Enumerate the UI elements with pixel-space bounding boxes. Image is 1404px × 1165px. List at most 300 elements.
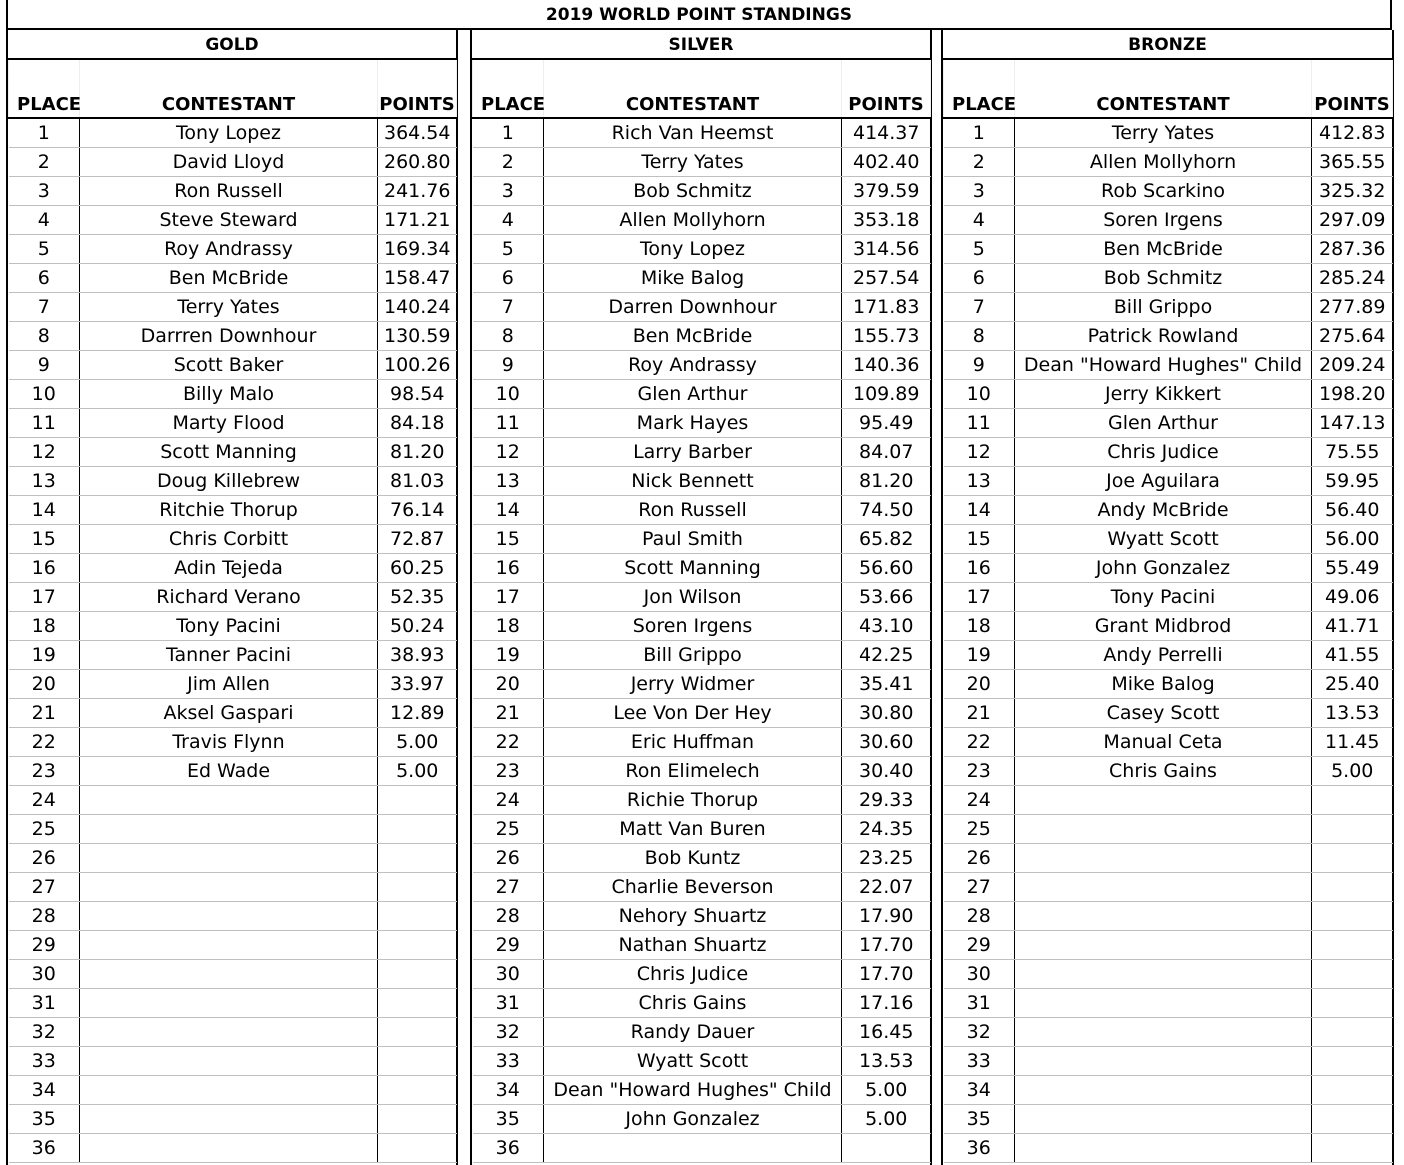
contestant-cell: Chris Gains	[1015, 756, 1312, 785]
contestant-cell: John Gonzalez	[1015, 553, 1312, 582]
points-cell: 209.24	[1312, 350, 1393, 379]
points-cell: 147.13	[1312, 408, 1393, 437]
contestant-cell: Randy Dauer	[544, 1017, 842, 1046]
place-cell: 9	[944, 350, 1015, 379]
contestant-cell: Glen Arthur	[1015, 408, 1312, 437]
table-row	[473, 263, 931, 292]
table-row	[473, 611, 931, 640]
table-row	[9, 147, 457, 176]
table-row	[473, 466, 931, 495]
points-cell: 275.64	[1312, 321, 1393, 350]
table-row	[9, 727, 457, 756]
points-cell: 24.35	[842, 814, 931, 843]
place-cell: 14	[944, 495, 1015, 524]
contestant-cell: Allen Mollyhorn	[544, 205, 842, 234]
table-row	[944, 959, 1393, 988]
points-cell: 11.45	[1312, 727, 1393, 756]
section-title-bronze: BRONZE	[943, 30, 1392, 60]
contestant-cell: Ben McBride	[80, 263, 378, 292]
place-cell: 12	[944, 437, 1015, 466]
points-cell: 43.10	[842, 611, 931, 640]
place-cell: 7	[9, 292, 80, 321]
place-cell: 23	[944, 756, 1015, 785]
contestant-cell	[80, 1017, 378, 1046]
place-cell: 36	[944, 1133, 1015, 1162]
table-row	[9, 118, 457, 147]
table-row	[473, 553, 931, 582]
contestant-cell	[1015, 1133, 1312, 1162]
points-cell	[1312, 1075, 1393, 1104]
contestant-cell	[1015, 988, 1312, 1017]
place-cell: 25	[473, 814, 544, 843]
table-row	[9, 611, 457, 640]
contestant-cell	[1015, 1017, 1312, 1046]
points-cell: 38.93	[378, 640, 457, 669]
table-row	[473, 843, 931, 872]
section-title-silver: SILVER	[472, 30, 930, 60]
contestant-cell	[80, 872, 378, 901]
table-row	[944, 988, 1393, 1017]
table-row	[9, 872, 457, 901]
table-row	[9, 756, 457, 785]
contestant-cell: Chris Judice	[544, 959, 842, 988]
contestant-cell: Bob Kuntz	[544, 843, 842, 872]
contestant-cell	[80, 1133, 378, 1162]
points-cell: 59.95	[1312, 466, 1393, 495]
points-cell: 402.40	[842, 147, 931, 176]
contestant-cell: Eric Huffman	[544, 727, 842, 756]
place-cell: 2	[944, 147, 1015, 176]
place-cell: 26	[944, 843, 1015, 872]
place-cell: 22	[473, 727, 544, 756]
points-cell	[1312, 1046, 1393, 1075]
table-row	[9, 930, 457, 959]
table-row	[944, 350, 1393, 379]
table-row	[9, 988, 457, 1017]
table-row	[473, 930, 931, 959]
contestant-cell: Casey Scott	[1015, 698, 1312, 727]
contestant-cell: Terry Yates	[544, 147, 842, 176]
table-row	[944, 698, 1393, 727]
place-cell: 4	[473, 205, 544, 234]
points-cell: 33.97	[378, 669, 457, 698]
table-row	[9, 1046, 457, 1075]
points-cell	[1312, 988, 1393, 1017]
table-row	[944, 495, 1393, 524]
place-cell: 26	[473, 843, 544, 872]
table-row	[9, 1017, 457, 1046]
points-cell: 241.76	[378, 176, 457, 205]
contestant-cell	[1015, 1075, 1312, 1104]
contestant-cell: Jerry Widmer	[544, 669, 842, 698]
contestant-cell	[80, 785, 378, 814]
contestant-cell: Mike Balog	[544, 263, 842, 292]
place-cell: 19	[9, 640, 80, 669]
table-row	[944, 408, 1393, 437]
points-cell: 98.54	[378, 379, 457, 408]
contestant-cell: Tony Pacini	[1015, 582, 1312, 611]
table-row	[944, 785, 1393, 814]
place-cell: 33	[944, 1046, 1015, 1075]
table-row	[473, 147, 931, 176]
points-cell: 17.90	[842, 901, 931, 930]
contestant-cell: Scott Manning	[544, 553, 842, 582]
contestant-cell	[1015, 959, 1312, 988]
place-cell: 1	[9, 118, 80, 147]
table-row	[473, 379, 931, 408]
points-cell: 49.06	[1312, 582, 1393, 611]
contestant-cell: Ben McBride	[1015, 234, 1312, 263]
place-cell: 25	[9, 814, 80, 843]
table-row	[473, 988, 931, 1017]
table-row	[944, 1133, 1393, 1162]
place-cell: 35	[473, 1104, 544, 1133]
place-cell: 5	[473, 234, 544, 263]
points-cell: 5.00	[378, 727, 457, 756]
contestant-cell: Dean "Howard Hughes" Child	[1015, 350, 1312, 379]
table-row	[473, 1133, 931, 1162]
contestant-cell: Wyatt Scott	[544, 1046, 842, 1075]
points-cell: 84.18	[378, 408, 457, 437]
contestant-cell: David Lloyd	[80, 147, 378, 176]
table-row	[9, 1133, 457, 1162]
contestant-cell: Scott Manning	[80, 437, 378, 466]
contestant-cell: Adin Tejeda	[80, 553, 378, 582]
points-cell: 29.33	[842, 785, 931, 814]
place-cell: 35	[9, 1104, 80, 1133]
table-row	[9, 785, 457, 814]
place-cell: 11	[473, 408, 544, 437]
silver-standings-table	[472, 60, 931, 1163]
place-cell: 10	[473, 379, 544, 408]
contestant-cell: Darrren Downhour	[80, 321, 378, 350]
contestant-cell: Ron Elimelech	[544, 756, 842, 785]
contestant-cell	[80, 1046, 378, 1075]
table-row	[473, 205, 931, 234]
contestant-cell: Ben McBride	[544, 321, 842, 350]
place-cell: 20	[9, 669, 80, 698]
points-cell: 35.41	[842, 669, 931, 698]
contestant-cell	[80, 901, 378, 930]
points-cell: 13.53	[842, 1046, 931, 1075]
points-cell: 257.54	[842, 263, 931, 292]
contestant-cell: Grant Midbrod	[1015, 611, 1312, 640]
table-row	[473, 437, 931, 466]
place-cell: 30	[944, 959, 1015, 988]
place-cell: 34	[944, 1075, 1015, 1104]
contestant-cell: Patrick Rowland	[1015, 321, 1312, 350]
table-row	[9, 176, 457, 205]
contestant-cell	[1015, 1046, 1312, 1075]
table-row	[9, 698, 457, 727]
table-row	[9, 379, 457, 408]
contestant-cell: Richard Verano	[80, 582, 378, 611]
contestant-header: CONTESTANT	[544, 60, 842, 118]
place-cell: 8	[473, 321, 544, 350]
table-row	[473, 292, 931, 321]
place-cell: 14	[9, 495, 80, 524]
table-row	[473, 321, 931, 350]
points-cell: 75.55	[1312, 437, 1393, 466]
table-row	[944, 524, 1393, 553]
contestant-cell	[1015, 814, 1312, 843]
place-cell: 11	[9, 408, 80, 437]
place-cell: 16	[944, 553, 1015, 582]
place-cell: 21	[944, 698, 1015, 727]
place-cell: 28	[9, 901, 80, 930]
points-cell: 41.55	[1312, 640, 1393, 669]
contestant-cell: Jim Allen	[80, 669, 378, 698]
place-cell: 23	[9, 756, 80, 785]
table-row	[9, 669, 457, 698]
place-cell: 34	[9, 1075, 80, 1104]
points-cell: 158.47	[378, 263, 457, 292]
points-cell: 5.00	[378, 756, 457, 785]
table-row	[473, 901, 931, 930]
table-row	[473, 1017, 931, 1046]
table-row	[9, 466, 457, 495]
points-header: POINTS	[378, 60, 457, 118]
page-title: 2019 WORLD POINT STANDINGS	[6, 0, 1392, 30]
points-cell: 287.36	[1312, 234, 1393, 263]
contestant-cell: Terry Yates	[1015, 118, 1312, 147]
points-cell: 364.54	[378, 118, 457, 147]
place-cell: 29	[944, 930, 1015, 959]
contestant-cell: Jon Wilson	[544, 582, 842, 611]
points-cell: 72.87	[378, 524, 457, 553]
contestant-cell: Tony Lopez	[544, 234, 842, 263]
points-cell: 325.32	[1312, 176, 1393, 205]
place-cell: 27	[944, 872, 1015, 901]
points-cell	[378, 872, 457, 901]
place-cell: 36	[473, 1133, 544, 1162]
contestant-cell	[1015, 901, 1312, 930]
place-cell: 27	[9, 872, 80, 901]
place-cell: 17	[473, 582, 544, 611]
place-cell: 30	[473, 959, 544, 988]
contestant-cell: Bob Schmitz	[1015, 263, 1312, 292]
points-cell: 17.70	[842, 959, 931, 988]
points-cell: 30.80	[842, 698, 931, 727]
place-cell: 15	[473, 524, 544, 553]
table-row	[944, 379, 1393, 408]
contestant-cell: Manual Ceta	[1015, 727, 1312, 756]
table-row	[944, 292, 1393, 321]
table-row	[9, 205, 457, 234]
table-row	[473, 118, 931, 147]
points-cell: 100.26	[378, 350, 457, 379]
table-row	[9, 408, 457, 437]
table-row	[9, 553, 457, 582]
points-cell: 53.66	[842, 582, 931, 611]
points-header: POINTS	[1312, 60, 1393, 118]
table-row	[944, 727, 1393, 756]
contestant-header: CONTESTANT	[80, 60, 378, 118]
points-cell	[1312, 1017, 1393, 1046]
place-cell: 20	[944, 669, 1015, 698]
table-row	[944, 901, 1393, 930]
points-cell: 76.14	[378, 495, 457, 524]
points-cell: 13.53	[1312, 698, 1393, 727]
contestant-cell: Mike Balog	[1015, 669, 1312, 698]
contestant-cell: Roy Andrassy	[80, 234, 378, 263]
table-row	[473, 756, 931, 785]
gold-standings-table	[8, 60, 457, 1163]
table-row	[9, 263, 457, 292]
contestant-cell: Chris Corbitt	[80, 524, 378, 553]
place-cell: 18	[9, 611, 80, 640]
contestant-cell: Ritchie Thorup	[80, 495, 378, 524]
place-cell: 24	[473, 785, 544, 814]
points-cell	[378, 901, 457, 930]
contestant-cell: Nehory Shuartz	[544, 901, 842, 930]
points-cell: 65.82	[842, 524, 931, 553]
points-cell	[1312, 1104, 1393, 1133]
table-row	[473, 698, 931, 727]
contestant-cell	[80, 1075, 378, 1104]
contestant-cell: Tony Lopez	[80, 118, 378, 147]
points-cell: 60.25	[378, 553, 457, 582]
contestant-cell	[1015, 843, 1312, 872]
contestant-cell	[80, 1104, 378, 1133]
points-cell: 198.20	[1312, 379, 1393, 408]
place-cell: 11	[944, 408, 1015, 437]
place-cell: 15	[944, 524, 1015, 553]
table-row	[473, 1075, 931, 1104]
contestant-cell: Nathan Shuartz	[544, 930, 842, 959]
table-row	[9, 292, 457, 321]
place-cell: 6	[473, 263, 544, 292]
points-cell: 56.40	[1312, 495, 1393, 524]
place-cell: 32	[9, 1017, 80, 1046]
points-cell: 56.60	[842, 553, 931, 582]
points-cell: 169.34	[378, 234, 457, 263]
contestant-cell: Larry Barber	[544, 437, 842, 466]
points-cell: 297.09	[1312, 205, 1393, 234]
contestant-cell: Matt Van Buren	[544, 814, 842, 843]
place-cell: 35	[944, 1104, 1015, 1133]
points-cell: 22.07	[842, 872, 931, 901]
points-cell: 17.16	[842, 988, 931, 1017]
points-cell: 56.00	[1312, 524, 1393, 553]
silver-section	[470, 30, 932, 1165]
place-cell: 33	[9, 1046, 80, 1075]
bronze-standings-table	[943, 60, 1393, 1163]
place-cell: 21	[473, 698, 544, 727]
place-cell: 31	[9, 988, 80, 1017]
points-header: POINTS	[842, 60, 931, 118]
points-cell: 25.40	[1312, 669, 1393, 698]
table-row	[9, 1075, 457, 1104]
table-row	[944, 321, 1393, 350]
contestant-cell: Soren Irgens	[544, 611, 842, 640]
table-row	[944, 1046, 1393, 1075]
contestant-cell: Paul Smith	[544, 524, 842, 553]
contestant-cell: Bill Grippo	[544, 640, 842, 669]
place-cell: 7	[473, 292, 544, 321]
table-row	[944, 176, 1393, 205]
place-header: PLACE	[944, 60, 1015, 118]
table-row	[944, 640, 1393, 669]
contestant-cell: Steve Steward	[80, 205, 378, 234]
place-cell: 17	[944, 582, 1015, 611]
place-cell: 28	[944, 901, 1015, 930]
contestant-cell	[80, 959, 378, 988]
table-row	[944, 1075, 1393, 1104]
contestant-cell: Tanner Pacini	[80, 640, 378, 669]
table-row	[944, 1104, 1393, 1133]
place-cell: 13	[944, 466, 1015, 495]
contestant-cell: Bob Schmitz	[544, 176, 842, 205]
points-cell: 81.20	[378, 437, 457, 466]
points-cell	[378, 1046, 457, 1075]
table-row	[944, 234, 1393, 263]
contestant-cell: Chris Judice	[1015, 437, 1312, 466]
contestant-cell: Rich Van Heemst	[544, 118, 842, 147]
table-row	[944, 582, 1393, 611]
table-row	[473, 727, 931, 756]
place-cell: 20	[473, 669, 544, 698]
contestant-cell	[80, 814, 378, 843]
points-cell: 5.00	[842, 1104, 931, 1133]
points-cell: 81.20	[842, 466, 931, 495]
place-cell: 18	[944, 611, 1015, 640]
points-cell: 171.21	[378, 205, 457, 234]
place-cell: 24	[944, 785, 1015, 814]
contestant-cell	[1015, 872, 1312, 901]
place-cell: 21	[9, 698, 80, 727]
place-cell: 4	[9, 205, 80, 234]
points-cell: 140.24	[378, 292, 457, 321]
points-cell: 41.71	[1312, 611, 1393, 640]
contestant-cell: Bill Grippo	[1015, 292, 1312, 321]
table-row	[944, 872, 1393, 901]
table-row	[473, 814, 931, 843]
contestant-header: CONTESTANT	[1015, 60, 1312, 118]
table-row	[473, 1046, 931, 1075]
contestant-cell: Jerry Kikkert	[1015, 379, 1312, 408]
points-cell: 5.00	[842, 1075, 931, 1104]
place-cell: 19	[473, 640, 544, 669]
table-row	[9, 321, 457, 350]
table-row	[473, 495, 931, 524]
place-cell: 2	[473, 147, 544, 176]
table-row	[944, 147, 1393, 176]
place-cell: 29	[9, 930, 80, 959]
place-cell: 1	[473, 118, 544, 147]
contestant-cell: Billy Malo	[80, 379, 378, 408]
place-cell: 13	[473, 466, 544, 495]
points-cell	[378, 959, 457, 988]
points-cell: 171.83	[842, 292, 931, 321]
contestant-cell: Marty Flood	[80, 408, 378, 437]
place-cell: 25	[944, 814, 1015, 843]
table-row	[9, 640, 457, 669]
gold-section	[6, 30, 458, 1165]
contestant-cell: Andy McBride	[1015, 495, 1312, 524]
points-cell: 260.80	[378, 147, 457, 176]
points-cell: 365.55	[1312, 147, 1393, 176]
table-row	[9, 234, 457, 263]
points-cell	[378, 814, 457, 843]
contestant-cell: Travis Flynn	[80, 727, 378, 756]
place-cell: 5	[944, 234, 1015, 263]
table-row	[473, 959, 931, 988]
contestant-cell: Nick Bennett	[544, 466, 842, 495]
contestant-cell: Ed Wade	[80, 756, 378, 785]
table-row	[9, 524, 457, 553]
place-cell: 5	[9, 234, 80, 263]
